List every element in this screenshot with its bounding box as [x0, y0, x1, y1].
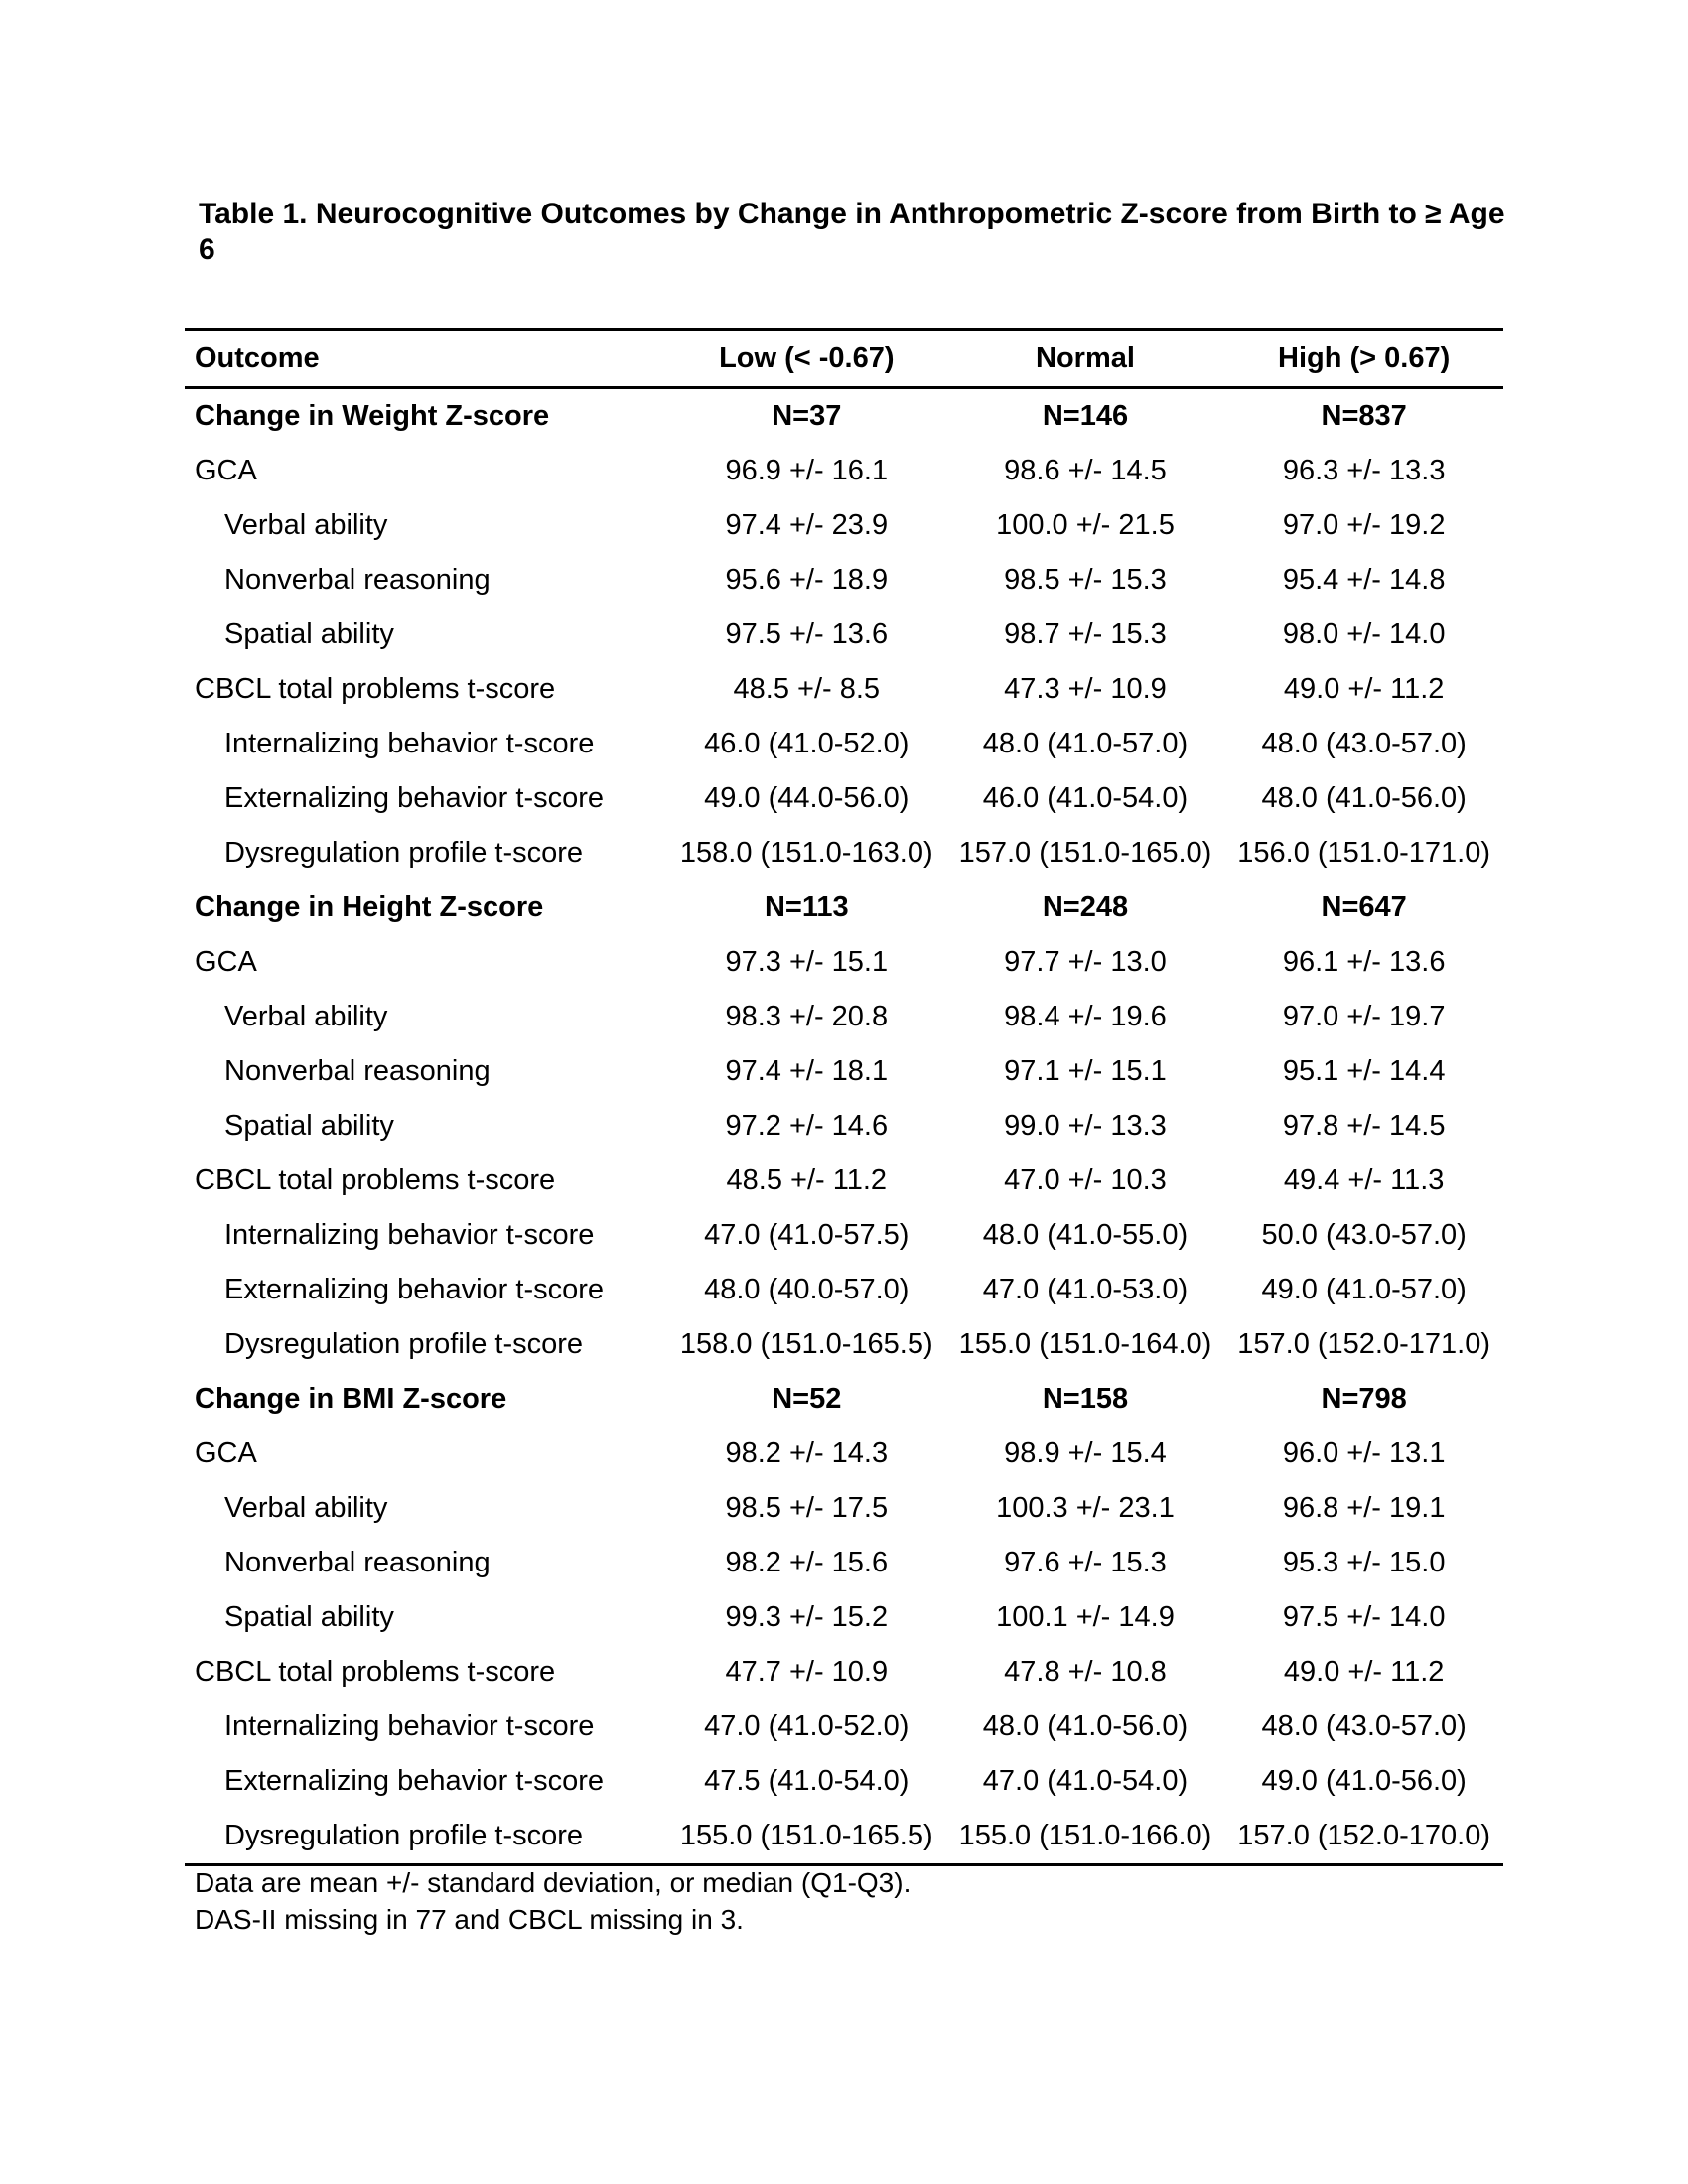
- table-cell: 97.2 +/- 14.6: [725, 1110, 889, 1142]
- table-cell: 97.3 +/- 15.1: [725, 946, 889, 978]
- row-label: Dysregulation profile t-score: [224, 837, 584, 869]
- table-cell: 48.0 (41.0-56.0): [982, 1710, 1189, 1742]
- table-cell: 97.4 +/- 18.1: [725, 1055, 889, 1087]
- table-cell: 95.6 +/- 18.9: [725, 564, 889, 596]
- table-row: [185, 771, 1503, 826]
- table-cell: 96.9 +/- 16.1: [725, 455, 889, 486]
- table-cell: 99.0 +/- 13.3: [1004, 1110, 1167, 1142]
- table-row: [185, 1263, 1503, 1317]
- section-header-row: [185, 388, 1503, 445]
- column-header-high: High (> 0.67): [1224, 330, 1503, 388]
- table-row: [185, 444, 1503, 498]
- table-cell: 97.6 +/- 15.3: [1004, 1547, 1167, 1578]
- table-cell: 98.7 +/- 15.3: [1004, 618, 1167, 650]
- row-label: Verbal ability: [224, 509, 388, 541]
- row-label: GCA: [195, 946, 257, 978]
- table-row: [185, 608, 1503, 662]
- table-cell: 100.3 +/- 23.1: [996, 1492, 1175, 1524]
- table-title: Table 1. Neurocognitive Outcomes by Change in Anthropometric Z-score from Birth to ≥ Age 6: [199, 198, 1505, 266]
- table-cell: 48.5 +/- 8.5: [733, 673, 881, 705]
- table-row: [185, 1044, 1503, 1099]
- row-label: Externalizing behavior t-score: [224, 1274, 605, 1305]
- table-cell: 47.5 (41.0-54.0): [704, 1765, 910, 1797]
- row-label: CBCL total problems t-score: [195, 1164, 556, 1196]
- table-cell: 95.3 +/- 15.0: [1282, 1547, 1446, 1578]
- table-row: [185, 498, 1503, 553]
- table-cell: 98.5 +/- 17.5: [725, 1492, 889, 1524]
- table-cell: 97.5 +/- 13.6: [725, 618, 889, 650]
- table-cell: 100.0 +/- 21.5: [996, 509, 1175, 541]
- table-cell: 47.8 +/- 10.8: [1004, 1656, 1167, 1688]
- row-label: Dysregulation profile t-score: [224, 1328, 584, 1360]
- table-cell: 47.0 +/- 10.3: [1004, 1164, 1167, 1196]
- table-cell: 48.5 +/- 11.2: [726, 1164, 888, 1196]
- table-row: [185, 1154, 1503, 1208]
- table-cell: 157.0 (151.0-165.0): [958, 837, 1212, 869]
- row-label: Spatial ability: [224, 1601, 394, 1633]
- table-cell: 48.0 (43.0-57.0): [1261, 728, 1467, 759]
- row-label: Internalizing behavior t-score: [224, 1219, 595, 1251]
- table-cell: 96.8 +/- 19.1: [1282, 1492, 1446, 1524]
- table-cell: 97.1 +/- 15.1: [1004, 1055, 1167, 1087]
- table-cell: 99.3 +/- 15.2: [725, 1601, 889, 1633]
- table-cell: 98.4 +/- 19.6: [1004, 1001, 1167, 1032]
- table-row: [185, 1700, 1503, 1754]
- table-cell: 97.8 +/- 14.5: [1282, 1110, 1446, 1142]
- row-label: CBCL total problems t-score: [195, 673, 556, 705]
- table-row: [185, 1208, 1503, 1263]
- table-cell: 46.0 (41.0-54.0): [982, 782, 1189, 814]
- table-cell: 97.5 +/- 14.0: [1282, 1601, 1446, 1633]
- table-row: [185, 1317, 1503, 1372]
- table-cell: 156.0 (151.0-171.0): [1237, 837, 1491, 869]
- table-cell: 49.0 (41.0-56.0): [1261, 1765, 1467, 1797]
- header-row: [185, 330, 1503, 388]
- table-row: [185, 662, 1503, 717]
- section-sample-size: N=158: [1042, 1383, 1129, 1415]
- table-cell: 47.0 (41.0-53.0): [982, 1274, 1189, 1305]
- table-cell: 47.7 +/- 10.9: [725, 1656, 889, 1688]
- table-cell: 47.0 (41.0-54.0): [982, 1765, 1189, 1797]
- table-cell: 48.0 (43.0-57.0): [1261, 1710, 1467, 1742]
- table-cell: 157.0 (152.0-170.0): [1224, 1809, 1503, 1865]
- table-row: [185, 1590, 1503, 1645]
- table-cell: 48.0 (41.0-57.0): [982, 728, 1189, 759]
- section-header-row: [185, 881, 1503, 935]
- table-row: [185, 1645, 1503, 1700]
- row-label: CBCL total problems t-score: [195, 1656, 556, 1688]
- section-sample-size: N=37: [772, 400, 842, 432]
- row-label: GCA: [195, 1437, 257, 1469]
- section-label: Change in BMI Z-score: [195, 1383, 507, 1415]
- table-row: [185, 1099, 1503, 1154]
- table-cell: 48.0 (41.0-56.0): [1261, 782, 1467, 814]
- footnote-data-description: Data are mean +/- standard deviation, or median (Q1-Q3).: [195, 1867, 912, 1898]
- table-cell: 49.0 +/- 11.2: [1283, 1656, 1445, 1688]
- section-label: Change in Height Z-score: [195, 891, 544, 923]
- table-cell: 98.9 +/- 15.4: [1004, 1437, 1167, 1469]
- table-cell: 48.0 (41.0-55.0): [982, 1219, 1189, 1251]
- table-cell: 98.6 +/- 14.5: [1004, 455, 1167, 486]
- row-label: Externalizing behavior t-score: [224, 782, 605, 814]
- row-label: Externalizing behavior t-score: [224, 1765, 605, 1797]
- table-row: [185, 1809, 1503, 1865]
- table-cell: 98.3 +/- 20.8: [725, 1001, 889, 1032]
- row-label: Internalizing behavior t-score: [224, 728, 595, 759]
- row-label: Internalizing behavior t-score: [224, 1710, 595, 1742]
- table-row: [185, 717, 1503, 771]
- section-sample-size: N=146: [1042, 400, 1129, 432]
- table-cell: 155.0 (151.0-166.0): [946, 1809, 1225, 1865]
- row-label: GCA: [195, 455, 257, 486]
- table-cell: 50.0 (43.0-57.0): [1261, 1219, 1467, 1251]
- section-sample-size: N=798: [1321, 1383, 1407, 1415]
- row-label: Verbal ability: [224, 1001, 388, 1032]
- table-cell: 49.0 (41.0-57.0): [1261, 1274, 1467, 1305]
- column-header-outcome: Outcome: [185, 330, 667, 388]
- table-cell: 46.0 (41.0-52.0): [704, 728, 910, 759]
- section-sample-size: N=248: [1042, 891, 1129, 923]
- table-row: [185, 1481, 1503, 1536]
- table-row: [185, 990, 1503, 1044]
- table-body: [185, 388, 1503, 1865]
- table-cell: 95.4 +/- 14.8: [1282, 564, 1446, 596]
- table-cell: 97.4 +/- 23.9: [725, 509, 889, 541]
- section-label: Change in Weight Z-score: [195, 400, 550, 432]
- table-cell: 97.0 +/- 19.2: [1282, 509, 1446, 541]
- section-sample-size: N=837: [1321, 400, 1407, 432]
- table-cell: 97.0 +/- 19.7: [1282, 1001, 1446, 1032]
- footnote-missing-data: DAS-II missing in 77 and CBCL missing in 3.: [195, 1904, 744, 1935]
- table-cell: 48.0 (40.0-57.0): [704, 1274, 910, 1305]
- table-row: [185, 826, 1503, 881]
- table-cell: 95.1 +/- 14.4: [1282, 1055, 1446, 1087]
- table-cell: 98.5 +/- 15.3: [1004, 564, 1167, 596]
- table-cell: 98.2 +/- 14.3: [725, 1437, 889, 1469]
- row-label: Spatial ability: [224, 618, 394, 650]
- table-row: [185, 1427, 1503, 1481]
- section-header-row: [185, 1372, 1503, 1427]
- column-header-low: Low (< -0.67): [667, 330, 946, 388]
- table-cell: 49.0 +/- 11.2: [1283, 673, 1445, 705]
- table-cell: 96.1 +/- 13.6: [1282, 946, 1446, 978]
- table-cell: 47.3 +/- 10.9: [1004, 673, 1167, 705]
- footnotes: [195, 1864, 1485, 1938]
- table-row: [185, 935, 1503, 990]
- table-cell: 158.0 (151.0-163.0): [679, 837, 933, 869]
- table-row: [185, 553, 1503, 608]
- table-cell: 98.0 +/- 14.0: [1282, 618, 1446, 650]
- table-row: [185, 1536, 1503, 1590]
- row-label: Dysregulation profile t-score: [185, 1809, 667, 1865]
- row-label: Nonverbal reasoning: [224, 1547, 491, 1578]
- row-label: Nonverbal reasoning: [224, 1055, 491, 1087]
- section-sample-size: N=113: [764, 891, 849, 923]
- table-cell: 100.1 +/- 14.9: [996, 1601, 1175, 1633]
- table-cell: 49.0 (44.0-56.0): [704, 782, 910, 814]
- table-row: [185, 1754, 1503, 1809]
- table-cell: 96.3 +/- 13.3: [1282, 455, 1446, 486]
- table-cell: 49.4 +/- 11.3: [1283, 1164, 1445, 1196]
- row-label: Nonverbal reasoning: [224, 564, 491, 596]
- table-cell: 96.0 +/- 13.1: [1282, 1437, 1446, 1469]
- table-cell: 98.2 +/- 15.6: [725, 1547, 889, 1578]
- column-header-normal: Normal: [946, 330, 1225, 388]
- table-cell: 97.7 +/- 13.0: [1004, 946, 1167, 978]
- table-cell: 47.0 (41.0-52.0): [704, 1710, 910, 1742]
- section-sample-size: N=52: [772, 1383, 842, 1415]
- section-sample-size: N=647: [1321, 891, 1407, 923]
- table-cell: 47.0 (41.0-57.5): [704, 1219, 910, 1251]
- table-cell: 155.0 (151.0-165.5): [667, 1809, 946, 1865]
- table-cell: 158.0 (151.0-165.5): [679, 1328, 933, 1360]
- outcomes-table: [185, 328, 1503, 1866]
- row-label: Verbal ability: [224, 1492, 388, 1524]
- table-cell: 157.0 (152.0-171.0): [1237, 1328, 1491, 1360]
- row-label: Spatial ability: [224, 1110, 394, 1142]
- table-cell: 155.0 (151.0-164.0): [958, 1328, 1212, 1360]
